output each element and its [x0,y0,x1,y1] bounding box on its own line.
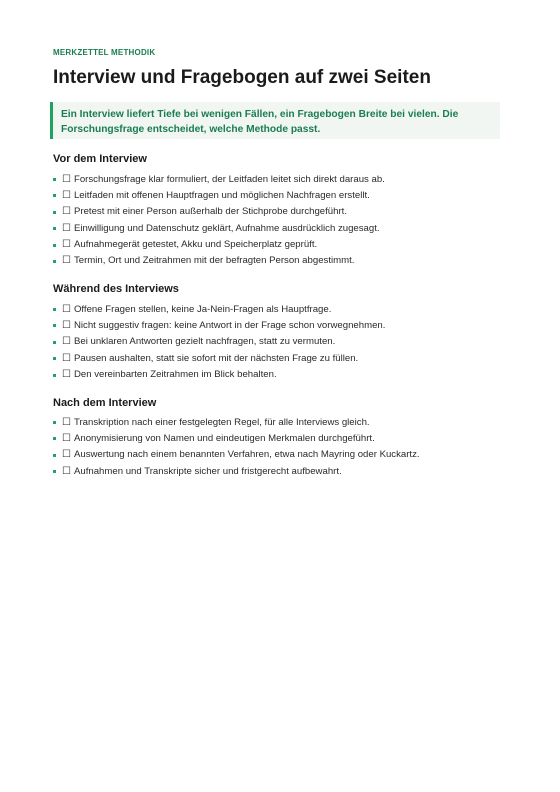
checklist-item-text: Einwilligung und Datenschutz geklärt, Aufnahme ausdrücklich zugesagt. [73,222,380,234]
checklist-item-text: Forschungsfrage klar formuliert, der Leitfaden leitet sich direkt daraus ab. [73,173,385,185]
checklist-item [53,221,385,237]
summary-callout: Ein Interview liefert Tiefe bei wenigen Fällen, ein Fragebogen Breite bei vielen. Die Forschungsfrage entscheidet, welche Methode passt. [50,102,500,139]
checkbox-icon: ☐ [62,206,71,218]
checklist-item [53,431,420,447]
checklist-during [53,302,385,384]
checkbox-icon: ☐ [62,449,71,461]
checklist-item-text: Termin, Ort und Zeitrahmen mit der befragten Person abgestimmt. [73,255,355,267]
checklist-item-text: Anonymisierung von Namen und eindeutigen Merkmalen durchgeführt. [73,432,375,444]
checklist-item [53,351,385,367]
bullet-icon [53,260,56,263]
checkbox-icon: ☐ [62,336,71,348]
checklist-item-text: Aufnahmen und Transkripte sicher und fristgerecht aufbewahrt. [73,465,342,477]
checklist-item-text: Transkription nach einer festgelegten Regel, für alle Interviews gleich. [73,416,370,428]
bullet-icon [53,227,56,230]
checkbox-icon: ☐ [62,416,71,428]
checklist-item-text: Bei unklaren Antworten gezielt nachfragen, statt zu vermuten. [73,336,336,348]
checklist-item-text: Auswertung nach einem benannten Verfahren, etwa nach Mayring oder Kuckartz. [73,449,420,461]
checklist-item [53,302,385,318]
checkbox-icon: ☐ [62,465,71,477]
bullet-icon [53,357,56,360]
document-kicker: MERKZETTEL METHODIK [53,48,156,57]
checklist-item-text: Nicht suggestiv fragen: keine Antwort in der Frage schon vorwegnehmen. [73,319,386,331]
checklist-item [53,367,385,383]
checkbox-icon: ☐ [62,222,71,234]
checklist-item-text: Leitfaden mit offenen Hauptfragen und möglichen Nachfragen erstellt. [73,189,370,201]
checklist-item [53,253,385,269]
bullet-icon [53,374,56,377]
checklist-item-text: Offene Fragen stellen, keine Ja-Nein-Fragen als Hauptfrage. [73,303,332,315]
document-title: Interview und Fragebogen auf zwei Seiten [53,67,431,88]
section-title-during: Während des Interviews [53,283,179,295]
checklist-item [53,318,385,334]
checklist-item [53,237,385,253]
bullet-icon [53,421,56,424]
checklist-item [53,188,385,204]
bullet-icon [53,194,56,197]
bullet-icon [53,324,56,327]
checkbox-icon: ☐ [62,255,71,267]
checklist-item [53,334,385,350]
checklist-item-text: Den vereinbarten Zeitrahmen im Blick behalten. [73,369,277,381]
checklist-item [53,172,385,188]
checklist-item-text: Pretest mit einer Person außerhalb der Stichprobe durchgeführt. [73,206,348,218]
checklist-item-text: Pausen aushalten, statt sie sofort mit der nächsten Frage zu füllen. [73,352,359,364]
checkbox-icon: ☐ [62,239,71,251]
checkbox-icon: ☐ [62,189,71,201]
bullet-icon [53,470,56,473]
bullet-icon [53,454,56,457]
bullet-icon [53,244,56,247]
checklist-item-text: Aufnahmegerät getestet, Akku und Speicherplatz geprüft. [73,239,318,251]
bullet-icon [53,437,56,440]
checklist-item [53,464,420,480]
checkbox-icon: ☐ [62,369,71,381]
bullet-icon [53,341,56,344]
checkbox-icon: ☐ [62,173,71,185]
checklist-item [53,204,385,220]
bullet-icon [53,211,56,214]
checklist-before [53,172,385,270]
section-title-after: Nach dem Interview [53,397,157,409]
checkbox-icon: ☐ [62,303,71,315]
checklist-after [53,415,420,481]
checkbox-icon: ☐ [62,432,71,444]
bullet-icon [53,178,56,181]
checklist-item [53,415,420,431]
bullet-icon [53,308,56,311]
checklist-item [53,447,420,463]
checkbox-icon: ☐ [62,352,71,364]
checkbox-icon: ☐ [62,319,71,331]
section-title-before: Vor dem Interview [53,153,147,165]
